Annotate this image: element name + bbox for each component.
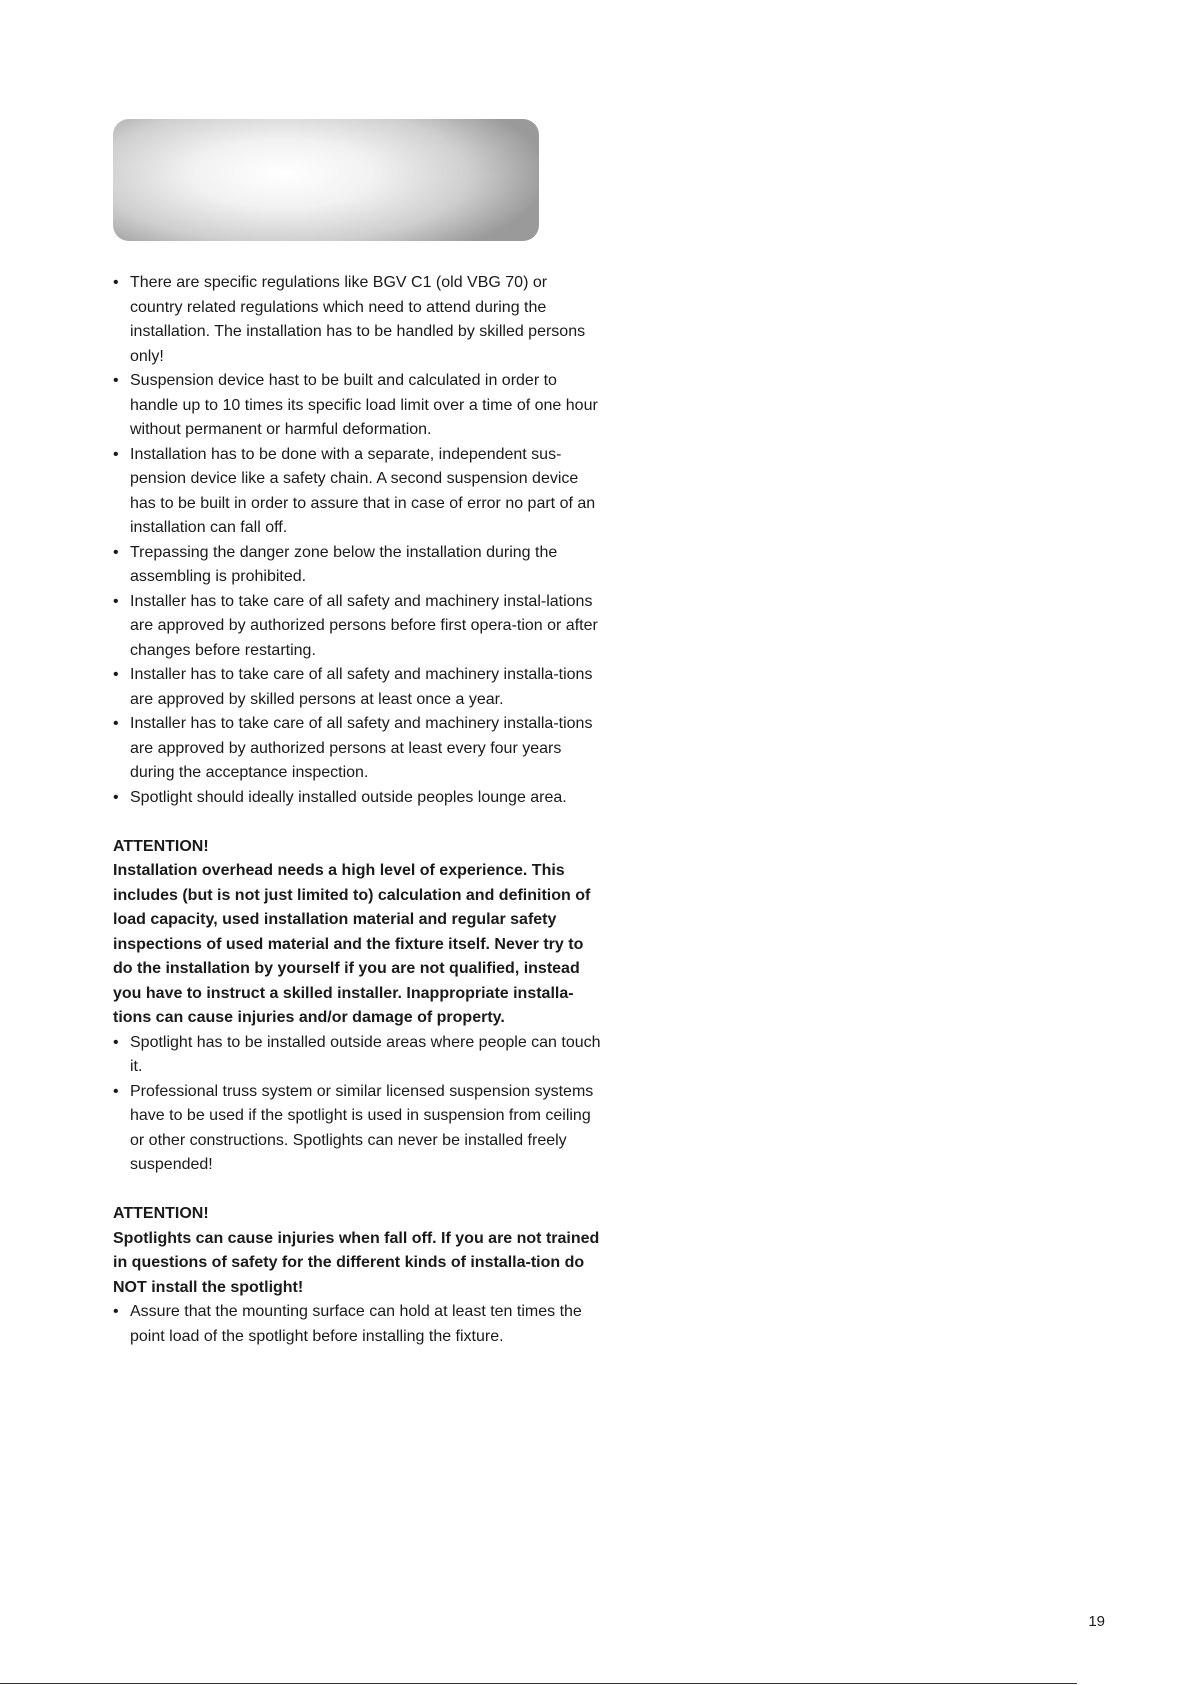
safety-content xyxy=(113,271,603,1349)
attention-heading: ATTENTION! xyxy=(113,837,209,855)
attention-heading: ATTENTION! xyxy=(113,1205,209,1222)
list-item: • Installation has to be done with a separate, independent sus-pension device like a safety chain. A second suspension device has to be built in order to assure that in case of error no part of an installation can fall off. xyxy=(113,443,603,541)
footer-divider xyxy=(0,1683,1077,1684)
attention-text: Spotlights can cause injuries when fall off. If you are not trained in questions of safety for the different kinds of installa-tion do NOT install the spotlight! xyxy=(113,1229,600,1296)
bullet-list-suspension xyxy=(113,1031,603,1178)
page-number: 19 xyxy=(1088,1613,1105,1630)
list-item: • Installer has to take care of all safety and machinery instal-lations are approved by authorized persons before first opera-tion or after changes before restarting. xyxy=(113,590,603,664)
list-item: • Installer has to take care of all safety and machinery installa-tions are approved by authorized persons at least every four years during the acceptance inspection. xyxy=(113,712,603,786)
list-item: • Suspension device hast to be built and calculated in order to handle up to 10 times its specific load limit over a time of one hour without permanent or harmful deformation. xyxy=(113,369,603,443)
attention-text: Installation overhead needs a high level of experience. This includes (but is not just limited to) calculation and definition of load capacity, used installation material and regular safety inspections of used material and the fixture itself. Never try to do the installation by yourself if you are not qualified, instead you have to instruct a skilled installer. Inappropriate installa-tions can cause injuries and/or damage of property. xyxy=(113,862,591,1026)
header-banner xyxy=(113,119,539,241)
attention-block-2 xyxy=(113,1202,603,1300)
list-item: • Trepassing the danger zone below the installation during the assembling is prohibited. xyxy=(113,541,603,590)
list-item: • Spotlight should ideally installed outside peoples lounge area. xyxy=(113,786,603,811)
list-item: • Assure that the mounting surface can hold at least ten times the point load of the spotlight before installing the fixture. xyxy=(113,1300,603,1349)
list-item: • There are specific regulations like BGV C1 (old VBG 70) or country related regulations which need to attend during the installation. The installation has to be handled by skilled persons only! xyxy=(113,271,603,369)
list-item: • Installer has to take care of all safety and machinery installa-tions are approved by skilled persons at least once a year. xyxy=(113,663,603,712)
bullet-list-mounting xyxy=(113,1300,603,1349)
list-item: • Professional truss system or similar licensed suspension systems have to be used if the spotlight is used in suspension from ceiling or other constructions. Spotlights can never be installed freely suspended! xyxy=(113,1080,603,1178)
attention-block-1 xyxy=(113,835,603,1031)
list-item: • Spotlight has to be installed outside areas where people can touch it. xyxy=(113,1031,603,1080)
bullet-list-installation xyxy=(113,271,603,810)
